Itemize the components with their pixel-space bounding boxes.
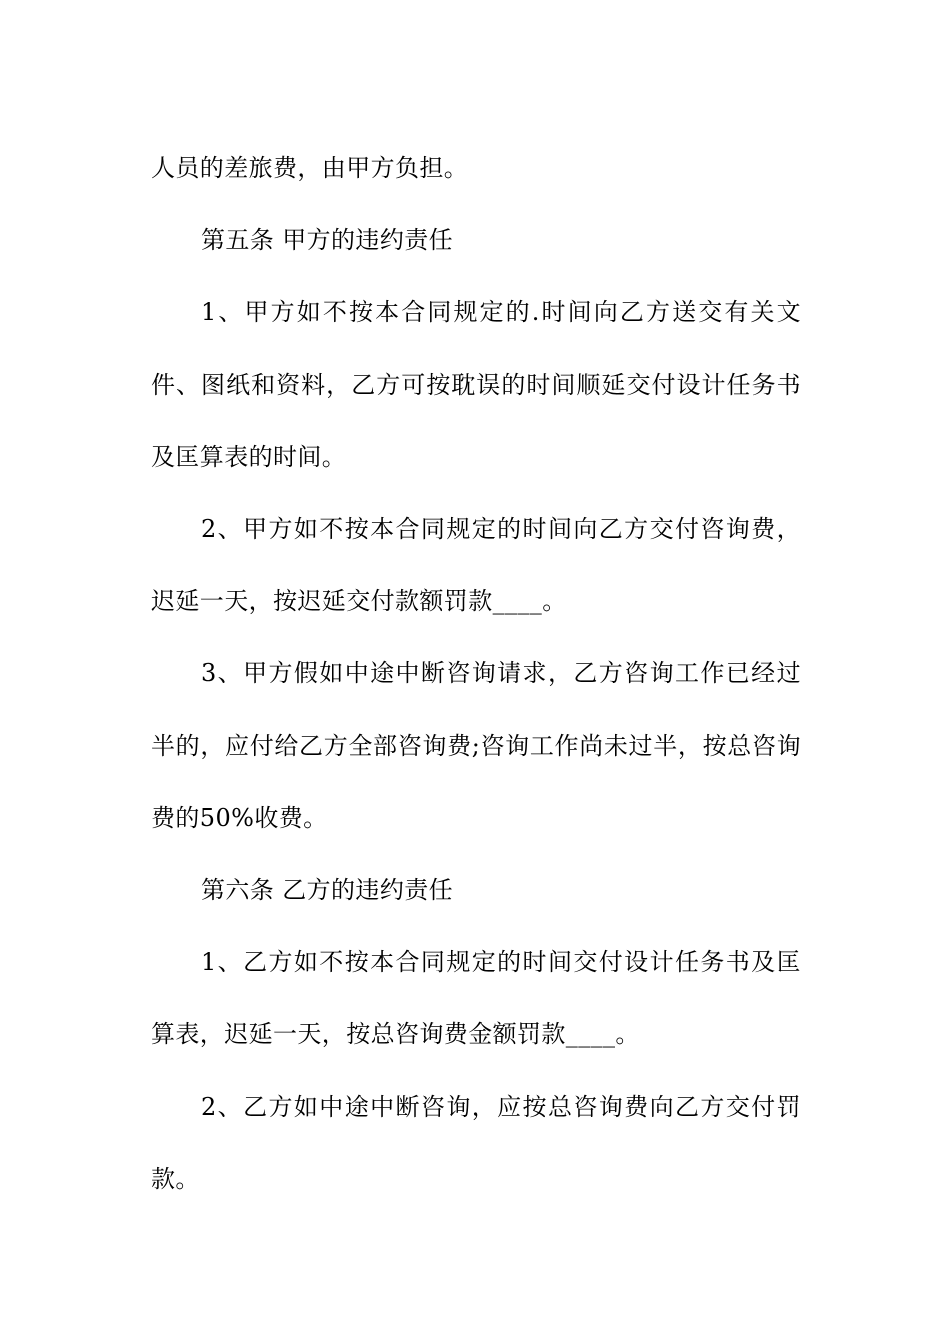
paragraph-article-six-item-2: 2、乙方如中途中断咨询，应按总咨询费向乙方交付罚款。 xyxy=(151,1092,801,1193)
document-body xyxy=(151,132,801,1215)
paragraph-article-six-item-1: 1、乙方如不按本合同规定的时间交付设计任务书及匡算表，迟延一天，按总咨询费金额罚款____。 xyxy=(151,948,801,1049)
heading-article-six: 第六条 乙方的违约责任 xyxy=(201,876,454,905)
paragraph-article-five-item-1: 1、甲方如不按本合同规定的.时间向乙方送交有关文件、图纸和资料，乙方可按耽误的时间顺延交付设计任务书及匡算表的时间。 xyxy=(151,298,801,471)
paragraph-travel-expenses: 人员的差旅费，由甲方负担。 xyxy=(151,154,469,182)
heading-article-five: 第五条 甲方的违约责任 xyxy=(201,226,454,255)
paragraph-article-five-item-2: 2、甲方如不按本合同规定的时间向乙方交付咨询费，迟延一天，按迟延交付款额罚款____。 xyxy=(151,515,801,616)
paragraph-article-five-item-3: 3、甲方假如中途中断咨询请求，乙方咨询工作已经过半的，应付给乙方全部咨询费;咨询工作尚未过半，按总咨询费的50%收费。 xyxy=(151,659,801,832)
